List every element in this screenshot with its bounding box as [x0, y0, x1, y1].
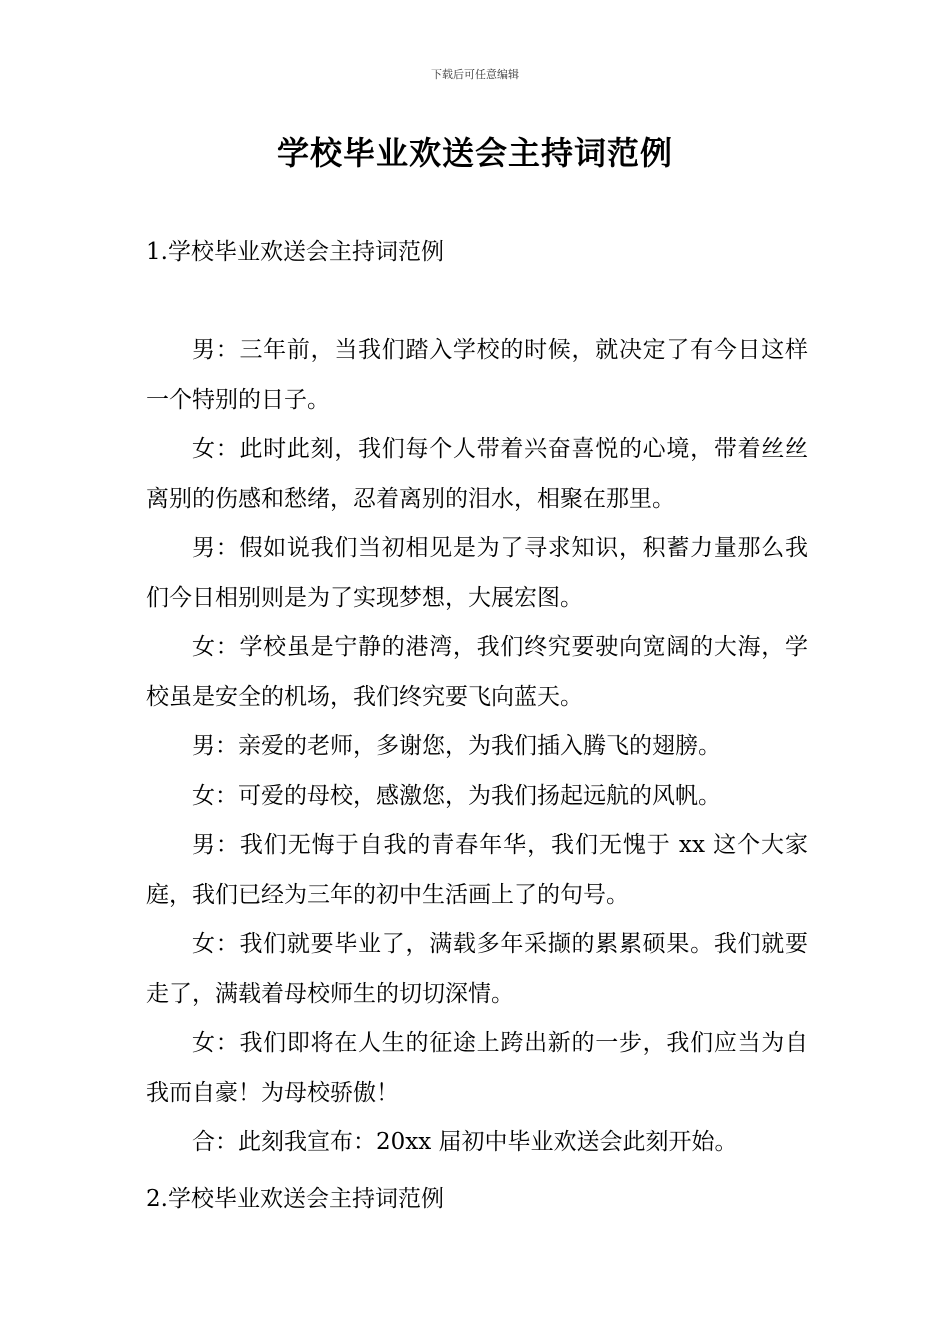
paragraph: 女：可爱的母校，感激您，为我们扬起远航的风帆。: [192, 782, 721, 809]
paragraph: 男：假如说我们当初相见是为了寻求知识，积蓄力量那么我们今日相别则是为了实现梦想，大展宏图。: [146, 535, 808, 611]
paragraph: 女：我们即将在人生的征途上跨出新的一步，我们应当为自我而自豪！为母校骄傲！: [146, 1030, 808, 1106]
paragraph: 男：三年前，当我们踏入学校的时候，就决定了有今日这样一个特别的日子。: [146, 337, 808, 413]
header-note: 下载后可任意编辑: [431, 68, 519, 81]
paragraph: 女：学校虽是宁静的港湾，我们终究要驶向宽阔的大海，学校虽是安全的机场，我们终究要飞向蓝天。: [146, 634, 808, 710]
section-heading-1: 1.学校毕业欢送会主持词范例: [146, 239, 444, 265]
paragraph: 合：此刻我宣布：20xx 届初中毕业欢送会此刻开始。: [192, 1129, 738, 1155]
paragraph: 男：亲爱的老师，多谢您，为我们插入腾飞的翅膀。: [192, 733, 721, 759]
paragraph: 男：我们无悔于自我的青春年华，我们无愧于 xx 这个大家庭，我们已经为三年的初中生活画上了的句号。: [146, 832, 808, 908]
section-heading-2: 2.学校毕业欢送会主持词范例: [146, 1186, 444, 1212]
paragraph: 女：我们就要毕业了，满载多年采撷的累累硕果。我们就要走了，满载着母校师生的切切深情。: [146, 931, 808, 1007]
document-title: 学校毕业欢送会主持词范例: [276, 134, 673, 172]
paragraph: 女：此时此刻，我们每个人带着兴奋喜悦的心境，带着丝丝离别的伤感和愁绪，忍着离别的泪水，相聚在那里。: [146, 436, 808, 512]
document-body: [146, 326, 808, 1168]
